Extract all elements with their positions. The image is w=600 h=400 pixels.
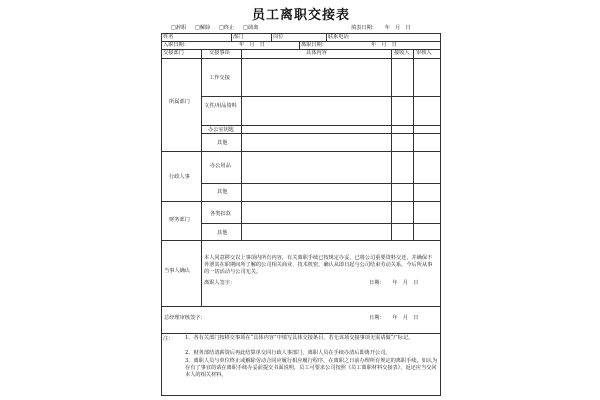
phone-label: 联系电话 (328, 34, 349, 40)
rule (161, 58, 441, 59)
leave-type-resign[interactable]: □辞职 (171, 25, 187, 31)
notes-label: 注： (163, 336, 174, 342)
fill-date: 填表日期： 年 月 日 (351, 25, 411, 31)
leave-date-label: 离职日期： (301, 42, 327, 48)
form-title: 员工离职交接表 (251, 8, 350, 23)
item-other-1: 其他 (217, 140, 228, 146)
item-other-3: 其他 (217, 230, 228, 236)
rule (201, 223, 441, 224)
rule (231, 33, 232, 41)
handover-form (161, 0, 441, 400)
rule (271, 33, 272, 41)
name-label: 姓名 (163, 34, 174, 40)
rule (201, 183, 441, 184)
group-finance: 财务部门 (169, 217, 190, 223)
leave-type-terminate[interactable]: □终止 (219, 25, 235, 31)
item-account: 办公室钥匙 (208, 127, 234, 133)
rule (241, 49, 242, 240)
rule (326, 33, 327, 41)
leave-date-value: 年 月 日 (371, 42, 397, 48)
gm-label: 总经理审核签字： (164, 315, 206, 321)
item-dues: 各类扣款 (210, 211, 231, 217)
rule (161, 240, 441, 241)
header-receiver: 接收人 (394, 50, 410, 56)
note-2: 2、财务部结清薪资后再此结算单交回行政人事部门，离职人员在手续办清后即离开公司。 (185, 350, 391, 356)
note-1: 1、各有关部门按移交事项在“具体内容”中填写具体交接条目，若无该项交接事项无需请做“/”标记。 (185, 335, 414, 341)
rule (161, 151, 441, 152)
rule (201, 125, 441, 126)
group-admin: 行政人事 (169, 174, 190, 180)
header-reviewer: 审核人 (416, 50, 432, 56)
item-supplies: 办公用品 (210, 163, 231, 169)
rule (161, 201, 441, 202)
group-dept-own: 所属部门 (169, 99, 190, 105)
item-other-2: 其他 (217, 189, 228, 195)
note-3: 3、离职人员与单位终止或解除劳动合同应履行相应履行程序，在离职之日前办理所有规定的离职手续，如认为存有了事宜的请在离职手续办妥前提交书面说明，员工可要求公司按照《员工离职材料交接表》，返还应当交回本人的相关材料。 (185, 358, 438, 379)
rule (161, 306, 441, 307)
rule (299, 41, 300, 49)
confirm-label: 当事人确认 (164, 268, 190, 274)
rule (201, 133, 441, 134)
signature-label: 离职人签字： (204, 280, 236, 286)
position-label: 岗位 (273, 34, 284, 40)
rule (391, 49, 392, 240)
rule (201, 96, 441, 97)
dept-label: 部门 (233, 34, 244, 40)
rule (201, 49, 202, 240)
leave-type-transfer[interactable]: □调离 (243, 25, 259, 31)
header-dept: 交接部门 (163, 50, 184, 56)
rule (413, 49, 414, 240)
confirm-text: 本人同意移交以上事项内所有内容，有关离职手续已按规定办妥，已将公司重要资料交还，并确保不外泄其在职期间所了解的公司相关商业、技术机密，确认从即日起与公司结束劳动关系，今后所从事的一切活动与公司无关。 (204, 255, 433, 276)
header-item: 交接事项 (209, 50, 230, 56)
join-date-label: 入职日期： (163, 42, 189, 48)
item-docs: 文件/用品资料 (204, 103, 237, 109)
leave-type-dismiss[interactable]: □解除 (195, 25, 211, 31)
item-work: 工作交接 (209, 75, 230, 81)
join-date-value: 年 月 日 (239, 42, 265, 48)
header-content: 具体内容 (306, 50, 327, 56)
confirm-date: 日期： 年 月 日 (369, 280, 419, 286)
rule (161, 333, 441, 334)
rule (201, 240, 202, 306)
gm-date: 日期： 年 月 日 (369, 315, 419, 321)
